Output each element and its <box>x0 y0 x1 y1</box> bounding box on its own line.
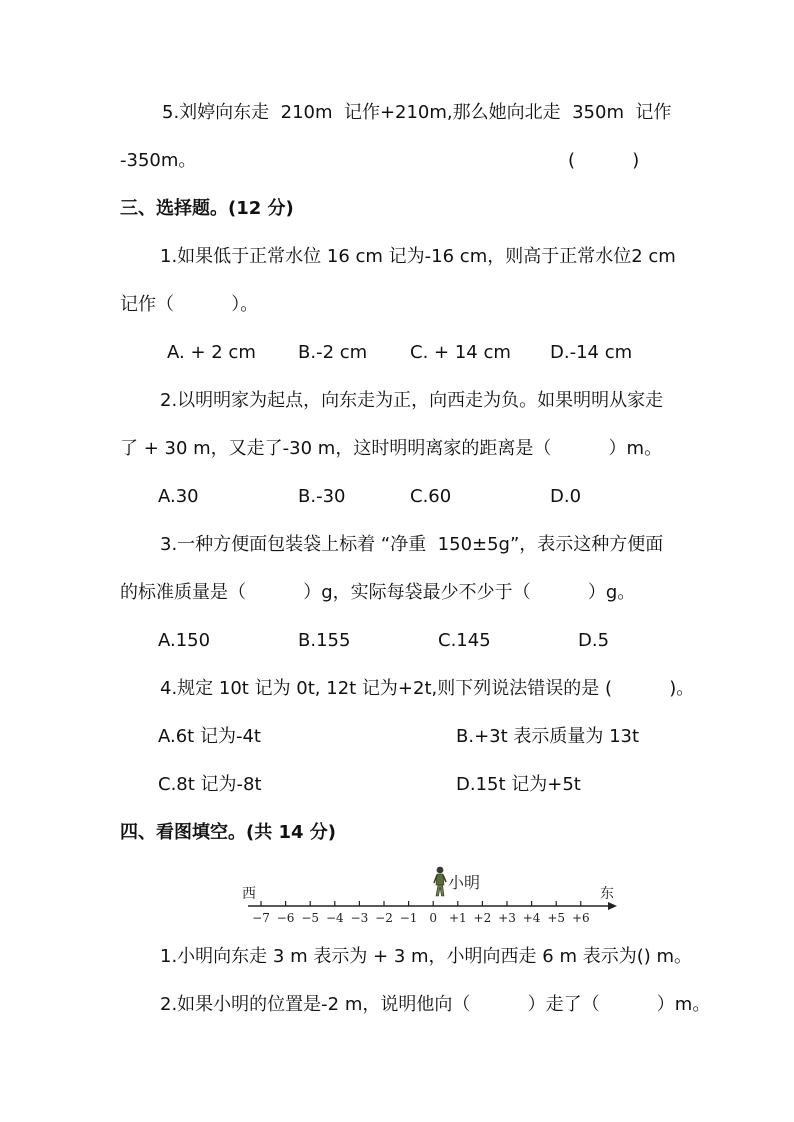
s3-q3-option-a: A.150 <box>158 630 211 651</box>
s3-q1-line2: 记作（ ）。 <box>120 294 259 315</box>
s3-q2-option-c: C.60 <box>410 486 452 507</box>
s3-q2-option-b: B.-30 <box>298 486 346 507</box>
s3-q3-line2: 的标准质量是（ ）g，实际每袋最少不少于（ ）g。 <box>120 582 636 603</box>
s3-q3-option-b: B.155 <box>298 630 351 651</box>
s3-q1-line1: 1.如果低于正常水位 16 cm 记为-16 cm，则高于正常水位2 cm <box>160 246 676 267</box>
s3-q3-option-c: C.145 <box>438 630 491 651</box>
walking-boy-icon <box>434 867 446 896</box>
tick-label: −2 <box>375 911 393 925</box>
tick-label: −1 <box>399 911 418 925</box>
s3-q2-option-a: A.30 <box>158 486 199 507</box>
s3-q4-option-a: A.6t 记为-4t <box>158 726 261 747</box>
s4-q2: 2.如果小明的位置是-2 m，说明他向（ ）走了（ ）m。 <box>160 994 711 1015</box>
s3-q2-line2: 了 + 30 m，又走了-30 m，这时明明离家的距离是（ ）m。 <box>120 438 663 459</box>
section4-heading: 四、看图填空。(共 14 分) <box>120 822 337 843</box>
s3-q1-option-a: A. + 2 cm <box>167 342 256 363</box>
q5-line1: 5.刘婷向东走 210m 记作+210m,那么她向北走 350m 记作 <box>162 102 672 123</box>
tick-label: +3 <box>498 911 516 925</box>
s3-q4-option-c: C.8t 记为-8t <box>158 774 262 795</box>
tick-label: 0 <box>429 911 438 925</box>
s3-q4-option-b: B.+3t 表示质量为 13t <box>456 726 640 747</box>
s3-q2-option-d: D.0 <box>550 486 582 507</box>
axis-arrow-icon <box>608 902 617 910</box>
s3-q3-option-d: D.5 <box>578 630 610 651</box>
tick-label: −6 <box>276 911 295 925</box>
section3-heading: 三、选择题。(12 分) <box>120 198 294 219</box>
s3-q1-option-b: B.-2 cm <box>298 342 368 363</box>
number-line-figure <box>236 862 636 932</box>
east-label: 东 <box>600 886 614 902</box>
number-line-ticks <box>252 901 590 925</box>
s3-q2-line1: 2.以明明家为起点，向东走为正，向西走为负。如果明明从家走 <box>160 390 664 411</box>
s3-q4-line1: 4.规定 10t 记为 0t, 12t 记为+2t,则下列说法错误的是 ( )。 <box>160 678 695 699</box>
tick-label: +5 <box>547 911 566 925</box>
s3-q1-option-c: C. + 14 cm <box>410 342 511 363</box>
s3-q3-line1: 3.一种方便面包装袋上标着 “净重 150±5g”，表示这种方便面 <box>160 534 664 555</box>
tick-label: −5 <box>301 911 320 925</box>
s3-q4-option-d: D.15t 记为+5t <box>456 774 581 795</box>
tick-label: +6 <box>571 911 590 925</box>
tick-label: −3 <box>350 911 369 925</box>
q5-line2: -350m。 <box>120 150 197 171</box>
tick-label: +4 <box>522 911 541 925</box>
tick-label: −4 <box>325 911 344 925</box>
west-label: 西 <box>242 886 256 902</box>
tick-label: +2 <box>473 911 492 925</box>
person-label: 小明 <box>448 873 481 892</box>
s3-q1-option-d: D.-14 cm <box>550 342 633 363</box>
q5-answer-paren: ( ) <box>568 150 640 171</box>
tick-label: −7 <box>252 911 270 925</box>
tick-label: +1 <box>448 911 467 925</box>
s4-q1: 1.小明向东走 3 m 表示为 + 3 m，小明向西走 6 m 表示为() m。 <box>160 946 693 967</box>
